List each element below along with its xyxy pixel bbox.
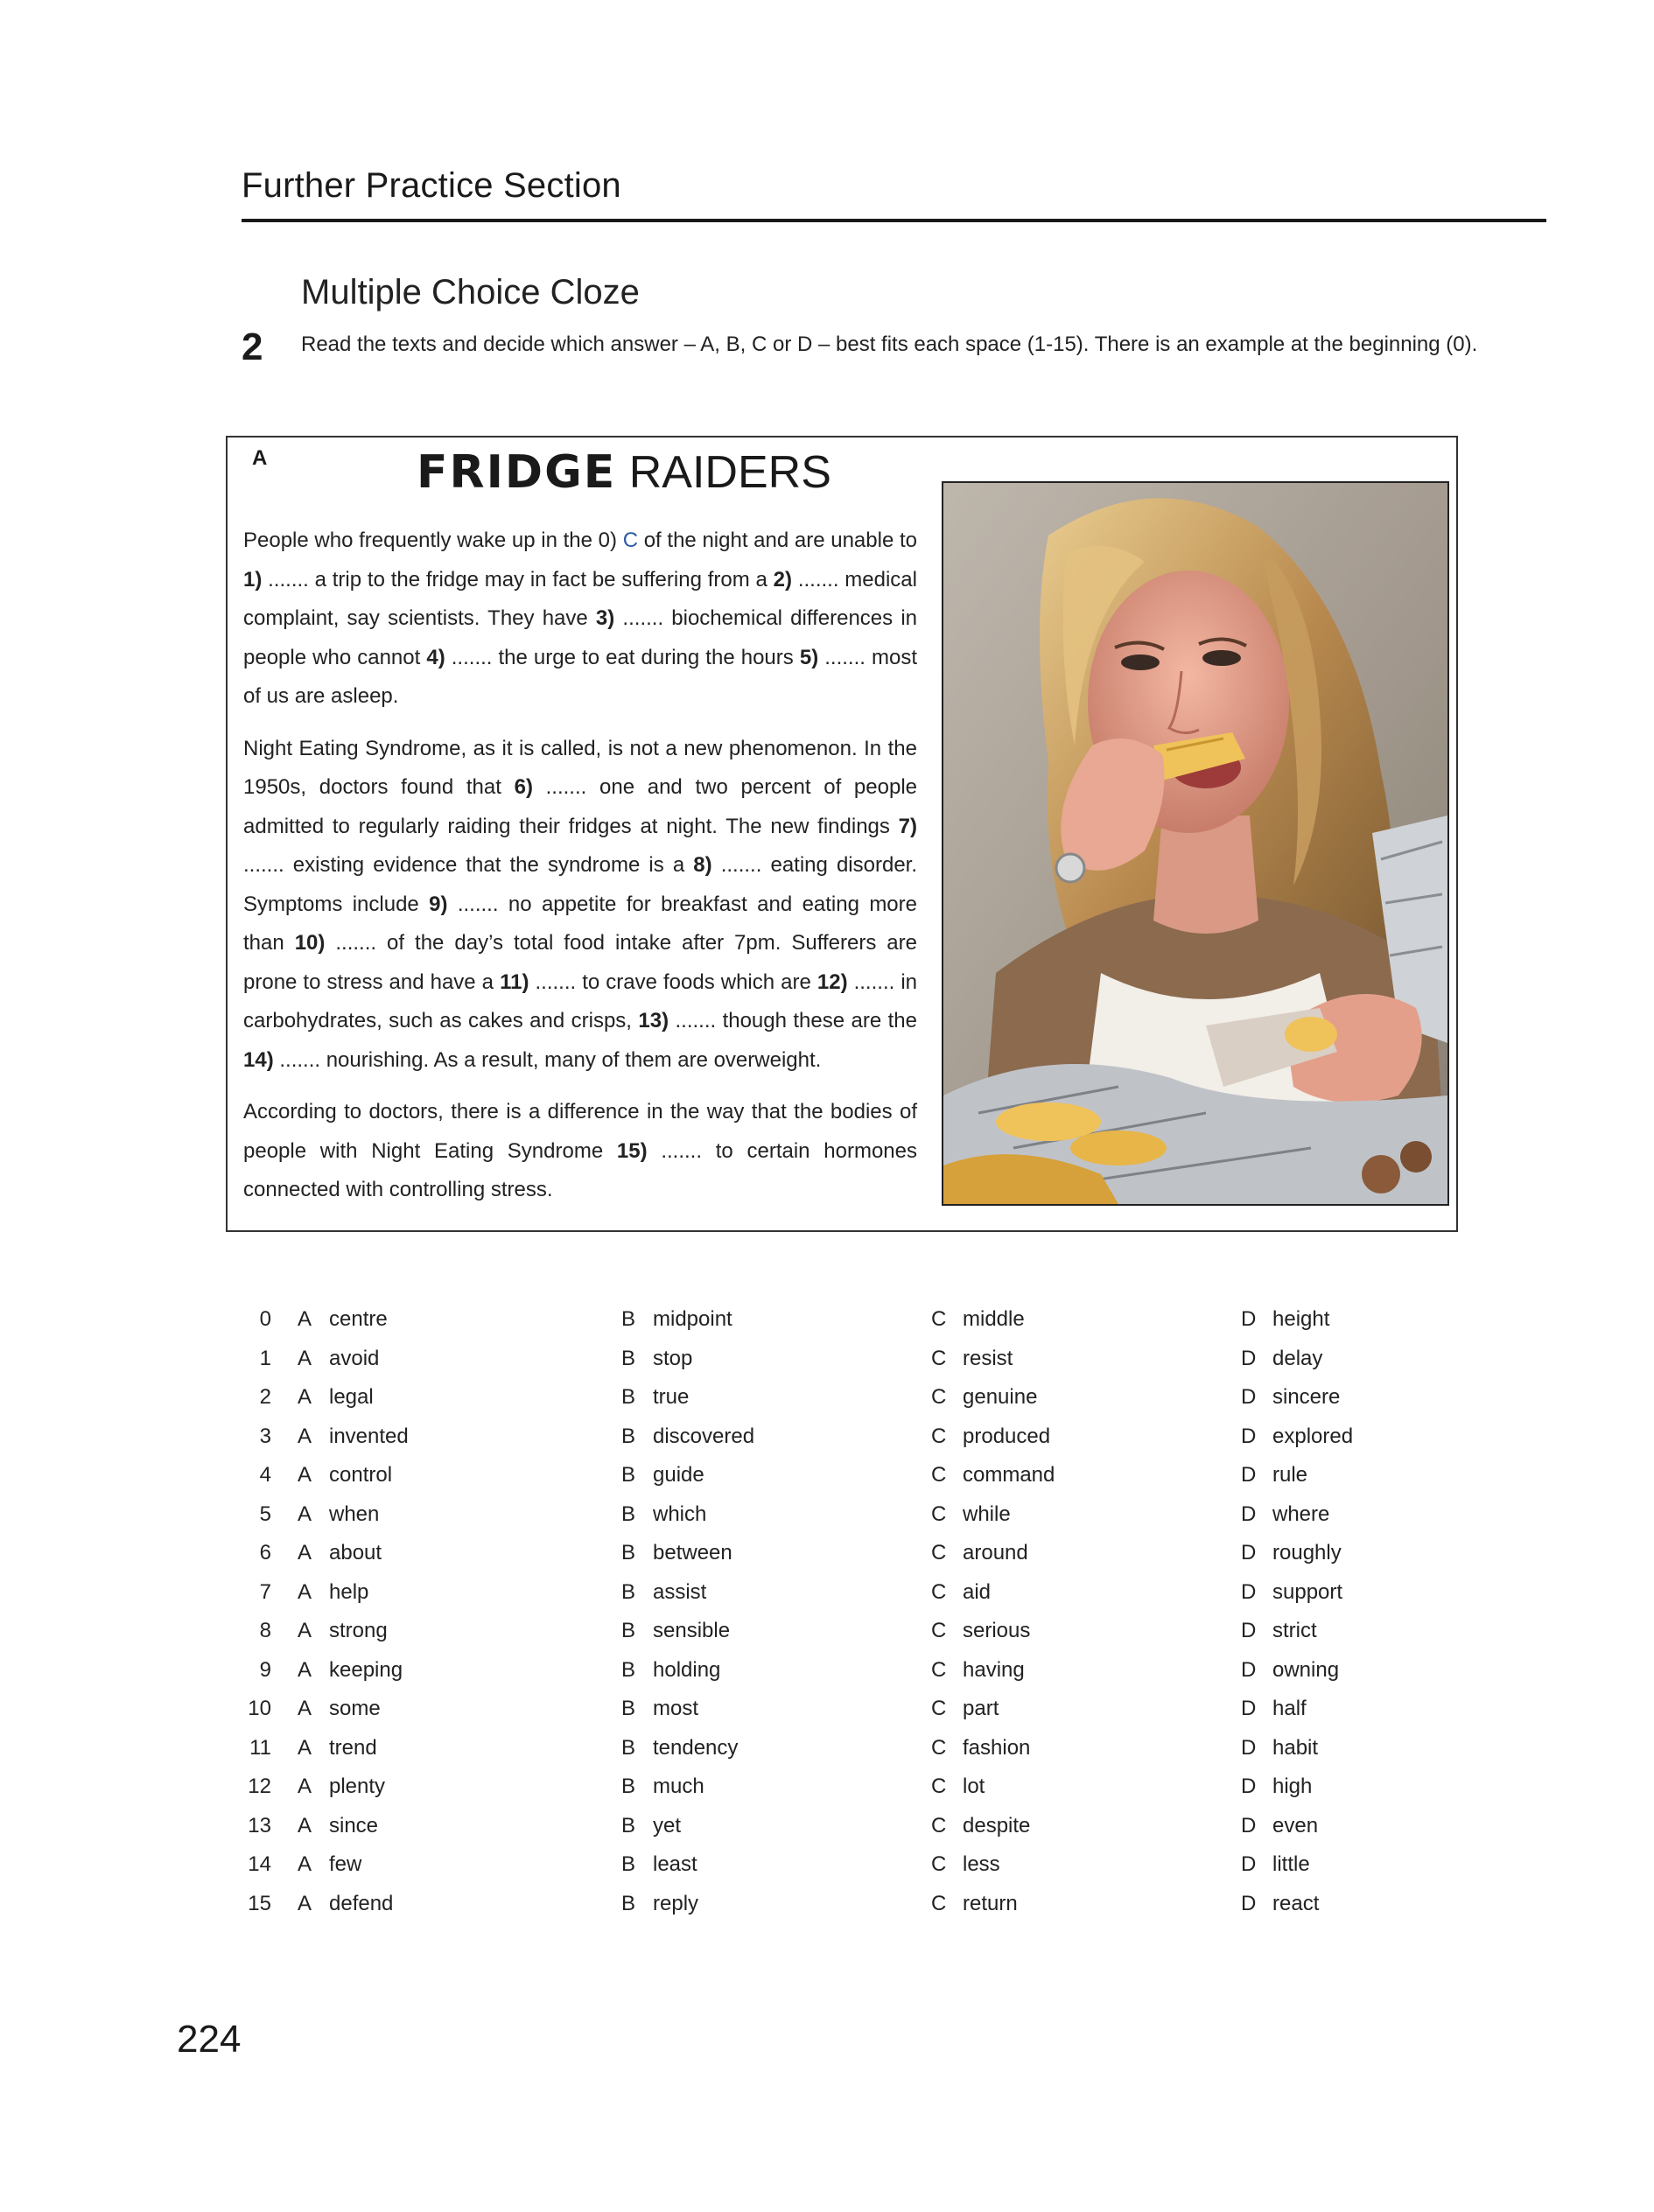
- option-word-b: tendency: [653, 1735, 739, 1760]
- option-word-d: explored: [1272, 1424, 1354, 1448]
- option-letter-a: A: [298, 1463, 312, 1487]
- option-letter-c: C: [931, 1697, 947, 1720]
- option-word-d: strict: [1272, 1619, 1317, 1642]
- option-word-a: about: [329, 1541, 382, 1564]
- option-letter-b: B: [621, 1852, 636, 1876]
- option-word-b: guide: [653, 1463, 704, 1487]
- option-word-b: midpoint: [653, 1307, 732, 1331]
- option-letter-a: A: [298, 1502, 312, 1526]
- option-letter-d: D: [1241, 1619, 1257, 1642]
- question-number: 14: [248, 1852, 271, 1876]
- option-letter-a: A: [298, 1891, 312, 1915]
- option-word-a: help: [329, 1579, 369, 1604]
- option-letter-a: A: [298, 1852, 312, 1876]
- option-letter-c: C: [931, 1657, 947, 1682]
- article-title-part1: FRIDGE: [417, 446, 617, 499]
- option-word-d: habit: [1272, 1735, 1319, 1760]
- option-row: [242, 1690, 1484, 1729]
- option-letter-c: C: [931, 1541, 947, 1564]
- question-number: 7: [259, 1579, 271, 1604]
- article-body: [243, 522, 917, 1223]
- option-word-d: delay: [1272, 1346, 1323, 1370]
- option-letter-d: D: [1241, 1657, 1257, 1682]
- option-letter-b: B: [621, 1463, 636, 1487]
- question-number: 5: [259, 1502, 271, 1526]
- option-letter-a: A: [298, 1735, 312, 1760]
- question-number: 9: [259, 1657, 271, 1682]
- option-letter-b: B: [621, 1385, 636, 1409]
- option-word-b: true: [653, 1385, 690, 1409]
- question-number: 13: [248, 1813, 271, 1838]
- question-number: 0: [259, 1307, 271, 1331]
- option-word-c: while: [963, 1502, 1011, 1526]
- section-title: Further Practice Section: [242, 166, 621, 205]
- option-word-c: command: [963, 1463, 1055, 1487]
- option-letter-a: A: [298, 1813, 312, 1838]
- exercise-instructions: Read the texts and decide which answer – A, B, C or D – best fits each space (1-15). There is an example at the beginning (0).: [301, 332, 1478, 356]
- option-letter-c: C: [931, 1385, 947, 1409]
- option-letter-d: D: [1241, 1346, 1257, 1370]
- option-word-a: strong: [329, 1619, 388, 1642]
- article-title-part2: RAIDERS: [628, 447, 831, 498]
- woman-eating-photo: [942, 481, 1449, 1206]
- option-letter-d: D: [1241, 1735, 1257, 1760]
- question-number: 2: [259, 1385, 271, 1409]
- option-word-a: few: [329, 1852, 362, 1876]
- question-number: 4: [259, 1463, 271, 1487]
- article-paragraph: People who frequently wake up in the 0) C of the night and are unable to 1) ....... a trip to the fridge may in fact be suffering from a 2) ....... medical complaint, say scientists. They have 3) ....... biochemical differences in people who cannot 4) ....... the urge to eat during the hours 5) ....... most of us are asleep.: [243, 528, 918, 708]
- option-word-b: yet: [653, 1813, 682, 1838]
- option-word-a: some: [329, 1697, 381, 1720]
- option-letter-d: D: [1241, 1774, 1257, 1798]
- option-letter-b: B: [621, 1307, 636, 1331]
- option-letter-d: D: [1241, 1385, 1257, 1409]
- option-word-c: serious: [963, 1619, 1031, 1642]
- question-number: 15: [248, 1891, 271, 1915]
- section-divider: [242, 219, 1546, 222]
- option-word-c: around: [963, 1541, 1028, 1564]
- option-letter-c: C: [931, 1307, 947, 1331]
- option-word-c: less: [963, 1852, 1000, 1876]
- option-letter-d: D: [1241, 1852, 1257, 1876]
- option-word-c: produced: [963, 1424, 1051, 1448]
- option-letter-c: C: [931, 1774, 947, 1798]
- option-letter-b: B: [621, 1813, 636, 1838]
- option-letter-b: B: [621, 1424, 636, 1448]
- option-letter-b: B: [621, 1697, 636, 1720]
- option-letter-d: D: [1241, 1579, 1257, 1604]
- option-letter-c: C: [931, 1619, 947, 1642]
- question-number: 10: [248, 1697, 271, 1720]
- option-row: [242, 1378, 1484, 1418]
- article-paragraph: According to doctors, there is a difference in the way that the bodies of people with Night Eating Syndrome 15) ....... to certain hormones connected with controlling stress.: [243, 1100, 917, 1201]
- option-word-d: react: [1272, 1891, 1320, 1915]
- option-letter-a: A: [298, 1657, 312, 1682]
- option-letter-a: A: [298, 1346, 312, 1370]
- option-letter-d: D: [1241, 1697, 1257, 1720]
- option-word-d: owning: [1272, 1657, 1340, 1682]
- option-letter-b: B: [621, 1502, 636, 1526]
- question-number: 8: [259, 1619, 271, 1642]
- option-letter-a: A: [298, 1579, 312, 1604]
- option-row: [242, 1768, 1484, 1807]
- option-word-b: much: [653, 1774, 704, 1798]
- option-word-c: aid: [963, 1579, 992, 1604]
- option-word-b: sensible: [653, 1619, 731, 1642]
- option-row: [242, 1300, 1484, 1340]
- option-word-d: where: [1272, 1502, 1330, 1526]
- article-paragraph: Night Eating Syndrome, as it is called, is not a new phenomenon. In the 1950s, doctors found that 6) ....... one and two percent of people admitted to regularly raiding their fridges at night. The new findings 7) ....... existing evidence that the syndrome is a 8) ....... eating disorder. Symptoms include 9) ....... no appetite for breakfast and eating more than 10) ....... of the day’s total food intake after 7pm. Sufferers are prone to stress and have a 11) ....... to crave foods which are 12) ....... in carbohydrates, such as cakes and crisps, 13) ....... though these are the 14) ....... nourishing. As a result, many of them are overweight.: [243, 736, 918, 1072]
- question-number: 3: [259, 1424, 271, 1448]
- option-word-c: return: [963, 1891, 1018, 1915]
- option-word-b: assist: [653, 1579, 707, 1604]
- option-word-b: least: [653, 1852, 697, 1876]
- option-word-a: centre: [329, 1307, 388, 1331]
- option-word-a: invented: [329, 1424, 409, 1448]
- option-word-c: fashion: [963, 1735, 1031, 1760]
- option-letter-d: D: [1241, 1502, 1257, 1526]
- option-word-c: middle: [963, 1307, 1025, 1331]
- option-letter-c: C: [931, 1852, 947, 1876]
- option-letter-b: B: [621, 1541, 636, 1564]
- question-number: 1: [259, 1346, 271, 1370]
- option-letter-b: B: [621, 1579, 636, 1604]
- option-row: [242, 1729, 1484, 1768]
- option-word-c: lot: [963, 1774, 985, 1798]
- option-row: [242, 1495, 1484, 1535]
- option-word-d: roughly: [1272, 1541, 1342, 1564]
- option-letter-c: C: [931, 1579, 947, 1604]
- question-number: 6: [259, 1541, 271, 1564]
- option-word-a: since: [329, 1813, 379, 1838]
- option-row: [242, 1456, 1484, 1495]
- option-word-d: rule: [1272, 1463, 1308, 1487]
- option-letter-a: A: [298, 1385, 312, 1409]
- option-word-c: part: [963, 1697, 999, 1720]
- option-word-b: most: [653, 1697, 699, 1720]
- option-letter-c: C: [931, 1463, 947, 1487]
- option-word-b: reply: [653, 1891, 699, 1915]
- exercise-number: 2: [242, 326, 263, 368]
- option-word-b: which: [653, 1502, 707, 1526]
- option-letter-d: D: [1241, 1463, 1257, 1487]
- option-letter-a: A: [298, 1541, 312, 1564]
- option-row: [242, 1612, 1484, 1651]
- option-word-a: avoid: [329, 1346, 380, 1370]
- option-word-d: half: [1272, 1697, 1307, 1720]
- option-letter-b: B: [621, 1891, 636, 1915]
- option-row: [242, 1534, 1484, 1573]
- option-word-d: little: [1272, 1852, 1310, 1876]
- option-letter-b: B: [621, 1657, 636, 1682]
- text-label: A: [252, 446, 268, 470]
- option-row: [242, 1573, 1484, 1613]
- option-letter-c: C: [931, 1891, 947, 1915]
- option-letter-a: A: [298, 1307, 312, 1331]
- option-row: [242, 1807, 1484, 1846]
- option-letter-a: A: [298, 1424, 312, 1448]
- option-word-b: holding: [653, 1657, 721, 1682]
- option-word-a: plenty: [329, 1774, 386, 1798]
- answer-options-table: [242, 1300, 1484, 1923]
- option-letter-a: A: [298, 1774, 312, 1798]
- option-letter-d: D: [1241, 1307, 1257, 1331]
- option-row: [242, 1651, 1484, 1690]
- option-letter-c: C: [931, 1424, 947, 1448]
- option-row: [242, 1418, 1484, 1457]
- page-number: 224: [177, 2018, 242, 2061]
- option-word-d: sincere: [1272, 1385, 1341, 1409]
- option-letter-b: B: [621, 1774, 636, 1798]
- option-word-a: control: [329, 1463, 393, 1487]
- option-letter-b: B: [621, 1735, 636, 1760]
- option-letter-c: C: [931, 1346, 947, 1370]
- option-word-a: legal: [329, 1385, 374, 1409]
- option-letter-c: C: [931, 1502, 947, 1526]
- option-letter-c: C: [931, 1735, 947, 1760]
- option-letter-b: B: [621, 1619, 636, 1642]
- article-title: [417, 446, 831, 499]
- option-word-a: trend: [329, 1735, 377, 1760]
- option-row: [242, 1340, 1484, 1379]
- option-word-c: genuine: [963, 1385, 1038, 1409]
- option-word-a: when: [329, 1502, 380, 1526]
- option-word-b: between: [653, 1541, 732, 1564]
- option-letter-d: D: [1241, 1891, 1257, 1915]
- option-word-d: height: [1272, 1307, 1330, 1331]
- option-letter-c: C: [931, 1813, 947, 1838]
- option-word-d: support: [1272, 1579, 1343, 1604]
- question-number: 11: [249, 1735, 271, 1760]
- option-letter-b: B: [621, 1346, 636, 1370]
- option-word-d: high: [1272, 1774, 1313, 1798]
- exercise-subtitle: Multiple Choice Cloze: [301, 273, 640, 312]
- option-word-b: stop: [653, 1346, 693, 1370]
- option-row: [242, 1845, 1484, 1885]
- option-word-c: resist: [963, 1346, 1013, 1370]
- option-letter-a: A: [298, 1697, 312, 1720]
- option-word-c: despite: [963, 1813, 1031, 1838]
- option-letter-d: D: [1241, 1813, 1257, 1838]
- option-row: [242, 1885, 1484, 1924]
- option-word-c: having: [963, 1657, 1025, 1682]
- text-a-box: [226, 436, 1458, 1232]
- option-word-b: discovered: [653, 1424, 755, 1448]
- option-word-d: even: [1272, 1813, 1319, 1838]
- option-letter-a: A: [298, 1619, 312, 1642]
- question-number: 12: [248, 1774, 271, 1798]
- option-word-a: defend: [329, 1891, 394, 1915]
- option-letter-d: D: [1241, 1424, 1257, 1448]
- option-letter-d: D: [1241, 1541, 1257, 1564]
- option-word-a: keeping: [329, 1657, 403, 1682]
